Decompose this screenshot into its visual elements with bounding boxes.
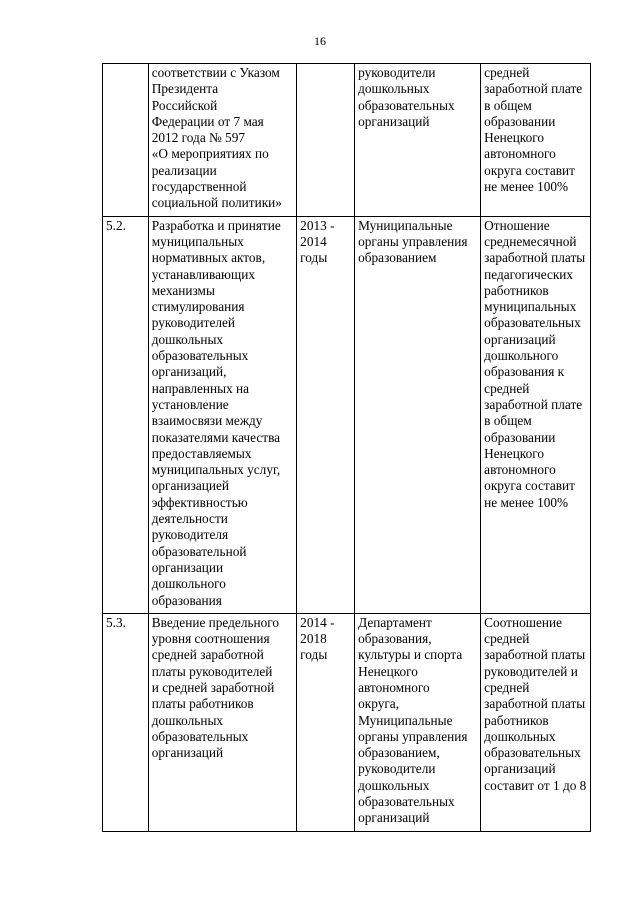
measures-table [102, 63, 591, 832]
responsible-cell: Муниципальные органы управления образованием [355, 216, 481, 613]
page-number: 16 [314, 34, 326, 48]
table-row [103, 216, 591, 613]
term-cell [297, 64, 355, 217]
row-number-cell: 5.3. [103, 613, 149, 831]
indicator-cell: Соотношение средней заработной платы руководителей и средней заработной платы работников дошкольных образовательных организаций составит от 1 до 8 [481, 613, 591, 831]
row-number-cell [103, 64, 149, 217]
responsible-cell: руководители дошкольных образовательных организаций [355, 64, 481, 217]
action-cell: соответствии с Указом Президента Российской Федерации от 7 мая 2012 года № 597 «О мероприятиях по реализации государственной социальной политики» [148, 64, 296, 217]
term-cell: 2014 - 2018 годы [297, 613, 355, 831]
indicator-cell: средней заработной плате в общем образовании Ненецкого автономного округа составит не менее 100% [481, 64, 591, 217]
action-cell: Разработка и принятие муниципальных нормативных актов, устанавливающих механизмы стимулирования руководителей дошкольных образовательных организаций, направленных на установление взаимосвязи между показателями качества предоставляемых муниципальных услуг, организацией эффективностью деятельности руководителя образовательной организации дошкольного образования [148, 216, 296, 613]
row-number-cell: 5.2. [103, 216, 149, 613]
term-cell: 2013 - 2014 годы [297, 216, 355, 613]
table-row [103, 64, 591, 217]
indicator-cell: Отношение среднемесячной заработной платы педагогических работников муниципальных образовательных организаций дошкольного образования к средней заработной плате в общем образовании Ненецкого автономного округа составит не менее 100% [481, 216, 591, 613]
table-row [103, 613, 591, 831]
action-cell: Введение предельного уровня соотношения средней заработной платы руководителей и средней заработной платы работников дошкольных образовательных организаций [148, 613, 296, 831]
responsible-cell: Департамент образования, культуры и спорта Ненецкого автономного округа, Муниципальные органы управления образованием, руководители дошкольных образовательных организаций [355, 613, 481, 831]
